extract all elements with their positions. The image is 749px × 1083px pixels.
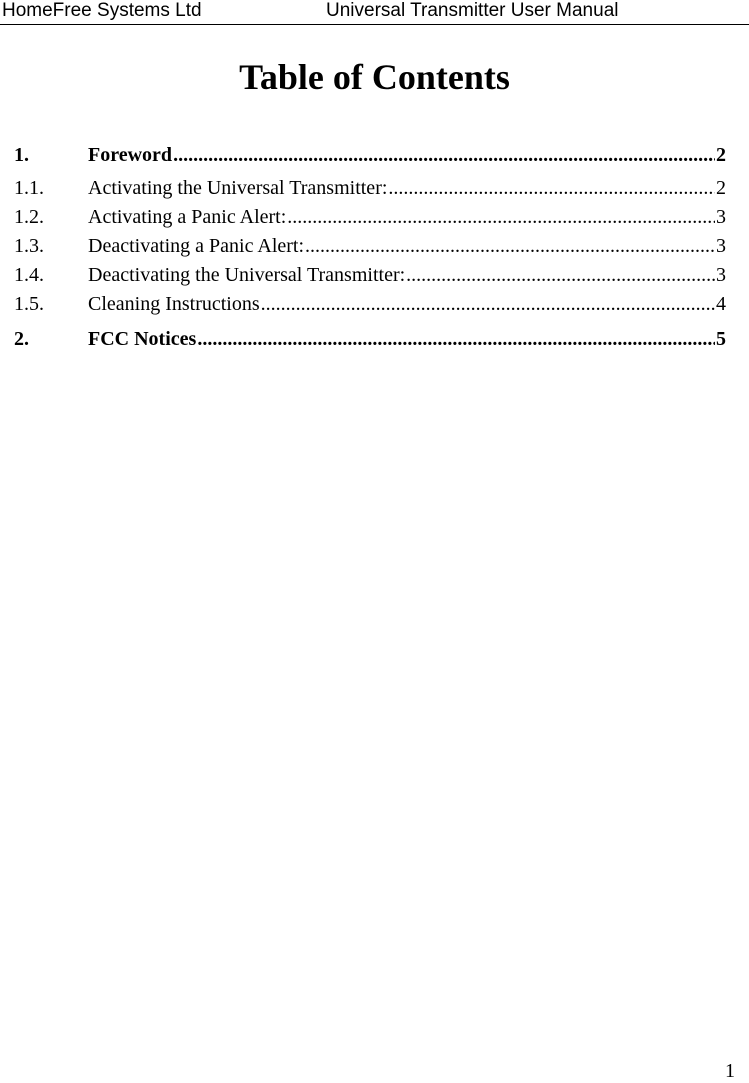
toc-entry-title: Cleaning Instructions — [88, 293, 260, 315]
toc-entry-page: 3 — [716, 206, 726, 228]
toc-entry-title: Foreword — [88, 144, 173, 166]
toc-entry-deactivating-transmitter[interactable] — [14, 262, 726, 288]
toc-entry-page: 2 — [716, 144, 726, 166]
dot-leader — [261, 291, 715, 317]
toc-entry-number: 1.5. — [14, 293, 44, 315]
toc-entry-deactivating-panic-alert[interactable] — [14, 233, 726, 259]
company-name: HomeFree Systems Ltd — [2, 0, 202, 21]
toc-entry-title: Activating a Panic Alert: — [88, 206, 287, 228]
toc-entry-title: Activating the Universal Transmitter: — [88, 177, 388, 199]
toc-entry-page: 5 — [716, 328, 726, 350]
toc-entry-number: 1.3. — [14, 235, 44, 257]
toc-entry-foreword[interactable] — [14, 142, 726, 168]
toc-entry-number: 1.4. — [14, 264, 44, 286]
dot-leader — [388, 175, 715, 201]
dot-leader — [287, 204, 715, 230]
page-header — [0, 0, 749, 25]
document-title: Universal Transmitter User Manual — [326, 0, 619, 21]
dot-leader — [406, 262, 715, 288]
toc-entry-title: FCC Notices — [88, 328, 197, 350]
toc-entry-activating-panic-alert[interactable] — [14, 204, 726, 230]
toc-entry-page: 2 — [716, 177, 726, 199]
toc-heading: Table of Contents — [239, 57, 510, 97]
dot-leader — [197, 326, 715, 352]
toc-entry-page: 3 — [716, 235, 726, 257]
toc-entry-fcc-notices[interactable] — [14, 326, 726, 352]
toc-entry-cleaning-instructions[interactable] — [14, 291, 726, 317]
dot-leader — [173, 142, 715, 168]
toc-entry-number: 2. — [14, 328, 29, 350]
page-number: 1 — [725, 1060, 735, 1082]
toc-entry-number: 1. — [14, 144, 29, 166]
toc-entry-activating-transmitter[interactable] — [14, 175, 726, 201]
toc-entry-number: 1.2. — [14, 206, 44, 228]
toc-entry-page: 4 — [716, 293, 726, 315]
toc-entry-title: Deactivating the Universal Transmitter: — [88, 264, 406, 286]
toc-entry-page: 3 — [716, 264, 726, 286]
toc-entry-title: Deactivating a Panic Alert: — [88, 235, 305, 257]
dot-leader — [305, 233, 715, 259]
toc-entry-number: 1.1. — [14, 177, 44, 199]
